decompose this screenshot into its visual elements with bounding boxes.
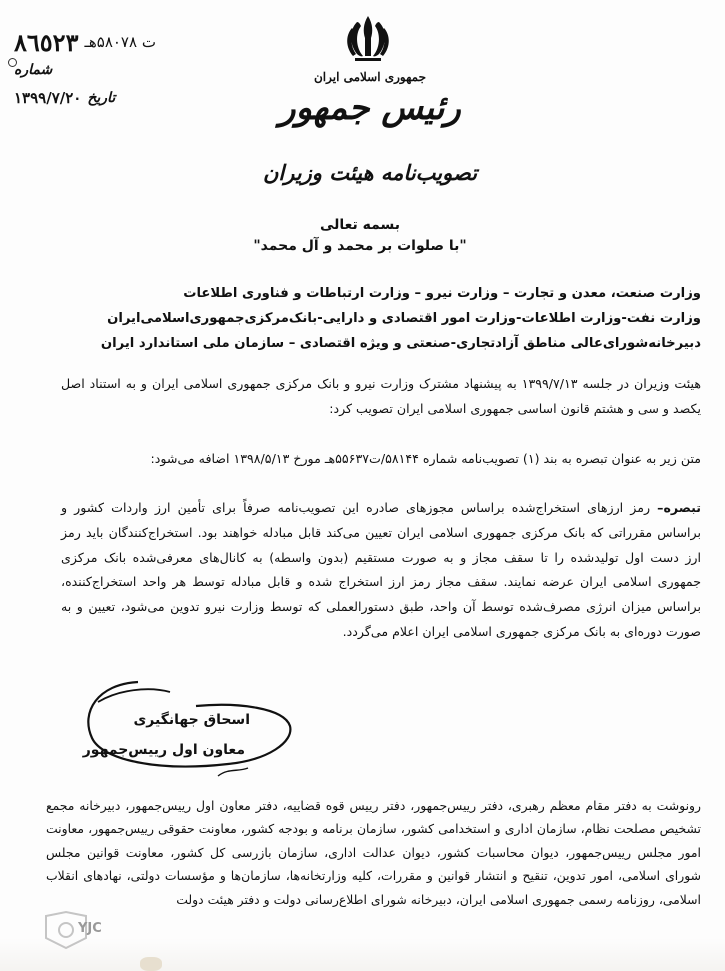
date-value: ۱۳۹۹/۷/۲۰ <box>14 89 82 107</box>
salawat: "با صلوات بر محمد و آل محمد" <box>253 238 467 254</box>
header-board: تصویب‌نامه هیئت وزیران <box>262 160 478 185</box>
reference-line-number <box>14 56 199 84</box>
letter-number: ٨٦٥٢٣ <box>14 27 79 57</box>
decree-number: ت ۵٨٠٧٨هـ <box>84 33 156 51</box>
addressee-line-2: وزارت نفت-وزارت اطلاعات-وزارت امور اقتصادی و دارایی-بانک‌مرکزی‌جمهوری‌اسلامی‌ایران <box>107 311 701 326</box>
bismillah: بسمه تعالی <box>319 217 401 233</box>
addressee-line-3: دبیرخانه‌شورای‌عالی مناطق آزادتجاری-صنعتی و ویژه اقتصادی – سازمان ملی استاندارد ایران <box>100 336 701 351</box>
note-text: رمز ارزهای استخراج‌شده براساس مجوزهای صادره این تصویب‌نامه صرفاً برای تأمین ارز واردات کشور و براساس مقرراتی که بانک مرکزی جمهوری اسلامی ایران تعیین می‌کند قابل مبادله خواهند بود. استخراج‌کنندگان باید رمز ارز دست اول تولیدشده را تا سقف مجاز و به صورت مستقیم (بدون واسطه) به کانال‌های معرفی‌شده بانک مرکزی جمهوری اسلامی ایران عرضه نمایند. سقف مجاز رمز ارز استخراج شده و قابل مبادله توسط هر واحد استخراج‌کننده، براساس میزان انرژی مصرف‌شده توسط آن واحد، طبق دستورالعملی که توسط وزارت نیرو تدوین می‌شود، تعیین و به صورت دوره‌ای به بانک مرکزی جمهوری اسلامی ایران اعلام می‌گردد. <box>61 500 701 639</box>
paper-stain <box>140 957 162 971</box>
note-paragraph <box>61 496 701 645</box>
body-paragraph-1: هیئت وزیران در جلسه ۱۳۹۹/۷/۱۳ به پیشنهاد مشترک وزارت نیرو و بانک مرکزی جمهوری اسلامی ایران و به استناد اصل یکصد و سی و هشتم قانون اساسی جمهوری اسلامی ایران تصویب کرد: <box>61 376 701 416</box>
header-president: رئیس جمهور <box>279 88 461 128</box>
reference-line-top <box>14 28 199 56</box>
signatory-title: معاون اول رییس‌جمهور <box>82 742 245 758</box>
reference-line-date <box>14 84 199 112</box>
body-paragraph-2: متن زیر به عنوان تبصره به بند (۱) تصویب‌نامه شماره ۵۸۱۴۴/ت۵۵۶۳۷هـ مورخ ۱۳۹۸/۵/۱۳ اضافه می‌شود: <box>150 451 701 466</box>
reference-block <box>14 28 199 112</box>
watermark-text: YJC <box>78 921 102 936</box>
carbon-copy-list: رونوشت به دفتر مقام معظم رهبری، دفتر رییس‌جمهور، دفتر رییس قوه قضاییه، دفتر معاون اول رییس‌جمهور، دبیرخانه مجمع تشخیص مصلحت نظام، سازمان اداری و استخدامی کشور، سازمان برنامه و بودجه کشور، معاونت حقوقی رییس‌جمهور، معاونت امور مجلس رییس‌جمهور، دیوان محاسبات کشور، دیوان عدالت اداری، سازمان بازرسی کل کشور، معاونت قوانین مجلس شورای اسلامی، امور تدوین، تنقیح و انتشار قوانین و مقررات، کلیه وزارتخانه‌ها، سازمان‌ها و مؤسسات دولتی، نهادهای انقلاب اسلامی، روزنامه رسمی جمهوری اسلامی ایران، دبیرخانه شورای اطلاع‌رسانی دولت و دفتر هیئت دولت <box>46 798 701 907</box>
paper-edge-shading <box>0 938 725 971</box>
header-republic: جمهوری اسلامی ایران <box>313 70 427 84</box>
addressee-line-1: وزارت صنعت، معدن و تجارت – وزارت نیرو – وزارت ارتباطات و فناوری اطلاعات <box>183 286 701 301</box>
signatory-name: اسحاق جهانگیری <box>133 712 250 728</box>
emblem-icon <box>341 12 395 66</box>
note-label: تبصره– <box>657 500 701 515</box>
number-label: شماره <box>14 62 53 78</box>
date-label: تاریخ <box>87 90 116 106</box>
